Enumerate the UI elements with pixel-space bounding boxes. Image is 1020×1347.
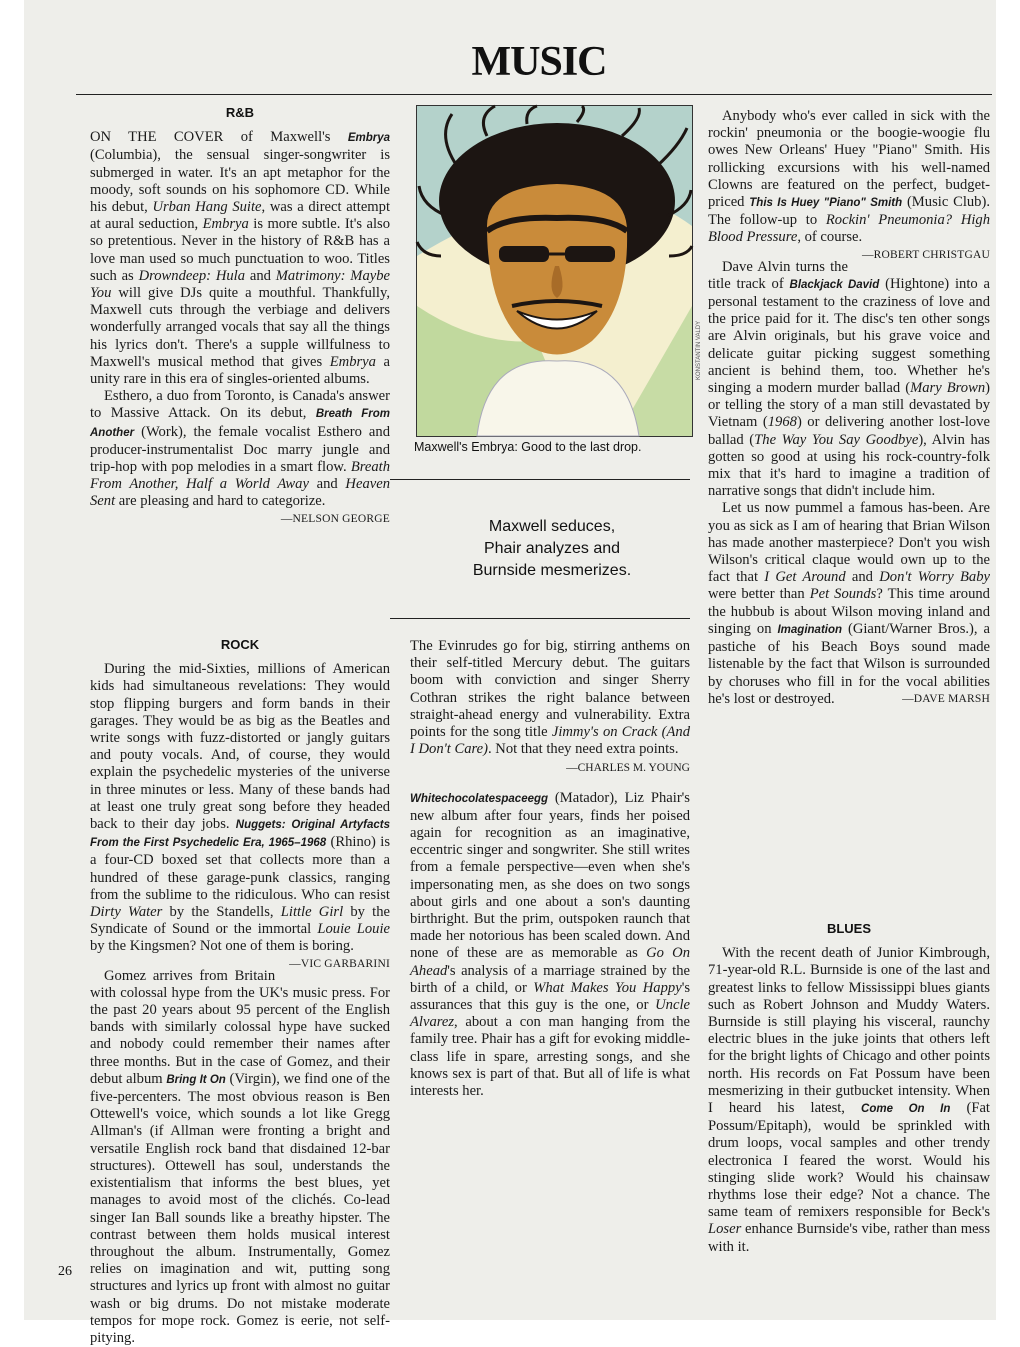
blues-review-column xyxy=(708,920,990,1256)
album-title: Imagination xyxy=(777,623,843,636)
pull-quote-line-2: Phair analyzes and xyxy=(483,540,621,557)
pull-quote xyxy=(416,516,688,582)
byline-charles-m-young: —CHARLES M. YOUNG xyxy=(566,762,690,775)
cover-photo xyxy=(416,105,693,437)
rock-paragraph-2: Gomez arrives from Britain with colossal hype from the UK's music press. For the past 20 years about 95 percent of the English bands with similarly colossal hype have sucked and nobody could remember their names after three months. But in the case of Gomez, and their debut album Bring It On (Virgin), we find one of the five-percenters. The most obvious reason is Ben Ottewell's voice, which sounds a lot like Gregg Allman's (if Allman were fronting a bright and versatile English rock band that disdained 12-bar structures). Ottewell has soul, understands the existentialism that informs the best blues, yet manages to avoid most of the clichés. Co-lead singer Ian Ball sounds like a breathy hipster. The contrast between them holds musical interest throughout the album. Instrumentally, Gomez relies on imagination and wit, putting song structures and lyrics up front with almost no guitar wash or big drums. Do not mistake moderate tempos for mope rock. Gomez is eerie, not self-pitying. xyxy=(90,967,390,1346)
byline-robert-christgau: —ROBERT CHRISTGAU xyxy=(861,248,990,261)
rock-paragraph-6: Dave Alvin turns the title track of Blackjack David (Hightone) into a personal testament to the craziness of love and the price paid for it. The disc's ten other songs are Alvin originals, but his grave voice and delicate guitar picking suggest something ancient is behind them, too. Whether he's singing a modern murder ballad (Mary Brown) or telling the story of a man still devastated by Vietnam (1968) or delivering another lost-love ballad (The Way You Say Goodbye), Alvin has gotten so good at using his rock-country-folk mix that it's hard to imagine a tradition of narrative songs that didn't include him. xyxy=(708,258,991,500)
magazine-page xyxy=(24,0,996,1346)
pull-quote-bottom-rule xyxy=(390,618,690,619)
album-title: Bring It On xyxy=(166,1073,226,1086)
rock-paragraph-7: Let us now pummel a famous has-been. Are you as sick as I am of hearing that Brian Wilson has made another masterpiece? Don't you wish Wilson's critical claque would own up to the fact that I Get Around and Don't Worry Baby were better than Pet Sounds? This time around the hubbub is about Wilson moving inland and singing on Imagination (Giant/Warner Bros.), a pastiche of his Beach Boys sound made listenable by the fact that Wilson is surrounded by choruses who fill in for the vocal abilities he's lost or destroyed. —DAVE MARSH xyxy=(708,500,990,707)
rnb-review-column xyxy=(90,104,390,528)
blues-paragraph-1: With the recent death of Junior Kimbrough, 71-year-old R.L. Burnside is one of the last and greatest links to fellow Mississippi blues giants such as Robert Johnson and Muddy Waters. Burnside is still playing his visceral, raunchy electric blues in the juke joints that others left for the bright lights of Chicago and other points north. His records on Fat Possum have been mesmerizing in their gutbucket intensity. When I heard his latest, Come On In (Fat Possum/Epitaph), would be sprinkled with drum loops, vocal samples and other trendy electronica I feared the worst. Would his stinging slide work? Would his chainsaw rhythms lose their edge? Not a chance. The same team of remixers responsible for Beck's Loser enhance Burnside's vibe, rather than mess with it. xyxy=(708,945,990,1255)
section-title: MUSIC xyxy=(471,39,607,85)
pull-quote-top-rule xyxy=(390,479,690,480)
rock-paragraph-4: Whitechocolatespaceegg (Matador), Liz Phair's new album after four years, finds her poised again for recognition as an imaginative, eccentric singer and songwriter. She still writes from a female perspective—even when she's impersonating men, as she does on two songs about girls and one about a son's daunting birthright. But the prim, outspoken raunch that made her notorious has been scaled down. And none of these are as memorable as Go On Ahead's analysis of a marriage strained by the birth of a child, or What Makes You Happy's assurances that this guy is the one, or Uncle Alvarez, about a con man hanging from the family tree. Phair has a gift for evoking middle-class life in spare, arresting songs, and she knows sex is part of that. But all of life is what interests her. xyxy=(410,789,690,1100)
rock-heading: ROCK xyxy=(220,637,260,652)
album-title: Breath From Another xyxy=(90,408,391,439)
pull-quote-line-3: Burnside mesmerizes. xyxy=(472,562,632,579)
album-title: This Is Huey "Piano" Smith xyxy=(749,197,903,210)
rnb-paragraph-1: ON THE COVER of Maxwell's Embrya (Columbia), the sensual singer-songwriter is submerged in water. It's an apt metaphor for the moody, soft sounds on his sophomore CD. While his debut, Urban Hang Suite, was a direct attempt at aural seduction, Embrya is more subtle. It's also so pretentious. Never in the history of R&B has a love man used so much punctuation to woo. Titles such as Drowndeep: Hula and Matrimony: Maybe You will give DJs quite a mouthful. Thankfully, Maxwell cuts through the verbiage and delivers wonderfully arranged vocals that say all the things his lyrics don't. There's a supple willfulness to Maxwell's musical method that gives Embrya a unity rare in this era of singles-oriented albums. xyxy=(90,129,390,388)
album-title: Come On In xyxy=(861,1103,951,1116)
rock-review-column-1 xyxy=(90,636,390,1346)
rock-paragraph-5: Anybody who's ever called in sick with the rockin' pneumonia or the boogie-woogie flu owes New Orleans' Huey "Piano" Smith. His rollicking excursions with his well-named Clowns are featured on the perfect, budget-priced This Is Huey "Piano" Smith (Music Club). The follow-up to Rockin' Pneumonia? High Blood Pressure, of course. —ROBERT CHRISTGAU xyxy=(708,108,990,247)
byline-vic-garbarini: —VIC GARBARINI xyxy=(289,957,390,970)
album-title: Whitechocolatespaceegg xyxy=(410,792,549,805)
byline-dave-marsh: —DAVE MARSH xyxy=(902,692,990,705)
rnb-paragraph-2: Esthero, a duo from Toronto, is Canada's answer to Massive Attack. On its debut, Breath From Another (Work), the female vocalist Esthero and producer-instrumentalist Doc marry jungle and trip-hop with pop melodies in a smart flow. Breath From Another, Half a World Away and Heaven Sent are pleasing and hard to categorize. —NELSON GEORGE xyxy=(90,388,390,510)
maxwell-portrait-illustration xyxy=(417,106,692,436)
rock-review-column-2 xyxy=(410,638,690,1100)
title-rule xyxy=(76,94,992,95)
rock-paragraph-1: During the mid-Sixties, millions of American kids had simultaneous revelations: They would stop flipping burgers and form bands in their garages. They would be as big as the Beatles and write songs with fuzz-distorted or jangly guitars and pouty vocals. And, of course, they would explain the psychedelic mysteries of the universe in three minutes or less. Many of these bands had at least one truly great song before they headed back to their day jobs. Nuggets: Original Artyfacts From the First Psychedelic Era, 1965–1968 (Rhino) is a four-CD boxed set that collects more than a hundred of these garage-punk classics, ranging from the sublime to the ridiculous. Who can resist Dirty Water by the Standells, Little Girl by the Syndicate of Sound or the immortal Louie Louie by the Kingsmen? Not one of them is boring. —VIC GARBARINI xyxy=(90,661,390,955)
photo-caption: Maxwell's Embrya: Good to the last drop. xyxy=(414,440,642,454)
photo-credit: KONSTANTIN VALDY xyxy=(696,320,702,380)
byline-nelson-george: —NELSON GEORGE xyxy=(280,512,390,525)
rock-review-column-3 xyxy=(708,108,990,708)
album-title: Blackjack David xyxy=(789,278,880,291)
rock-paragraph-3: The Evinrudes go for big, stirring anthems on their self-titled Mercury debut. The guitars boom with conviction and singer Sherry Cothran strikes the right balance between straight-ahead energy and vulnerability. Extra points for the song title Jimmy's on Crack (And I Don't Care). Not that they need extra points. xyxy=(410,638,690,758)
rnb-heading: R&B xyxy=(225,105,255,120)
pull-quote-line-1: Maxwell seduces, xyxy=(488,518,616,535)
album-title: Embrya xyxy=(347,132,390,145)
blues-heading: BLUES xyxy=(826,921,872,936)
album-title: Nuggets: Original Artyfacts From the First Psychedelic Era, 1965–1968 xyxy=(90,819,390,850)
page-number: 26 xyxy=(58,1264,72,1279)
